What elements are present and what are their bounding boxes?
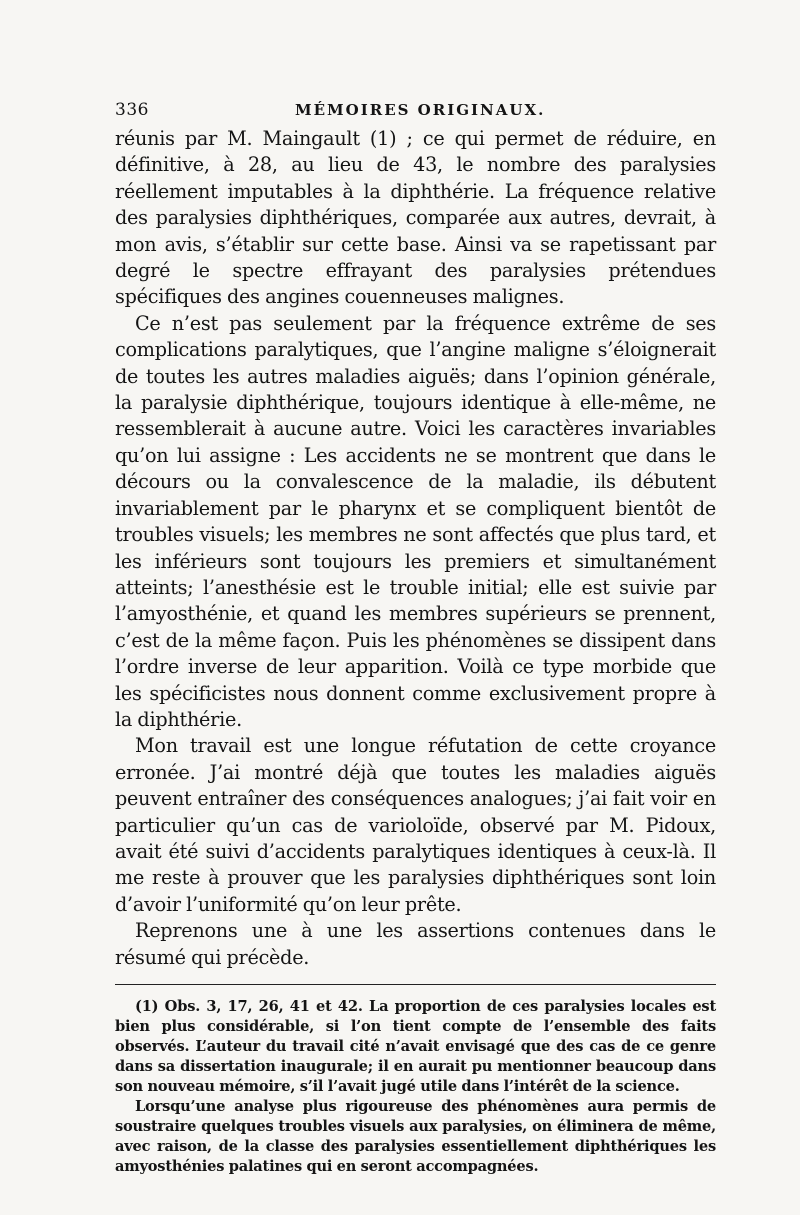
paragraph-3: Mon travail est une longue réfutation de cette croyance erronée. J’ai montré déjà que toutes les maladies aiguës peuvent entraîner des conséquences analogues; j’ai fait voir en particulier qu’un cas de varioloïde, observé par M. Pidoux, avait été suivi d’accidents paralytiques identiques à ceux-là. Il me reste à prouver que les paralysies diphthériques sont loin d’avoir l’uniformité qu’on leur prête. [115,734,716,916]
footnote-1: (1) Obs. 3, 17, 26, 41 et 42. La proportion de ces paralysies locales est bien plus considérable, si l’on tient compte de l’ensemble des faits observés. L’auteur du travail cité n’avait envisagé que des cas de ce genre dans sa dissertation inaugurale; il en aurait pu mentionner beaucoup dans son nouveau mémoire, s’il l’avait jugé utile dans l’intérêt de la science. [115,998,716,1095]
paragraph-4: Reprenons une à une les assertions contenues dans le résumé qui précède. [115,919,716,969]
running-header [115,100,716,126]
main-text [115,126,716,971]
running-title: MÉMOIRES ORIGINAUX. [295,101,546,119]
paragraph-1: réunis par M. Maingault (1) ; ce qui permet de réduire, en définitive, à 28, au lieu de 43, le nombre des paralysies réellement imputables à la diphthérie. La fréquence relative des paralysies diphthériques, comparée aux autres, devrait, à mon avis, s’établir sur cette base. Ainsi va se rapetissant par degré le spectre effrayant des paralysies prétendues spécifiques des angines couenneuses malignes. [115,127,716,309]
paragraph-2: Ce n’est pas seulement par la fréquence extrême de ses complications paralytiques, que l’angine maligne s’éloignerait de toutes les autres maladies aiguës; dans l’opinion générale, la paralysie diphthérique, toujours identique à elle-même, ne ressemblerait à aucune autre. Voici les caractères invariables qu’on lui assigne : Les accidents ne se montrent que dans le décours ou la convalescence de la maladie, ils débutent invariablement par le pharynx et se compliquent bientôt de troubles visuels; les membres ne sont affectés que plus tard, et les inférieurs sont toujours les premiers et simultanément atteints; l’anesthésie est le trouble initial; elle est suivie par l’amyosthénie, et quand les membres supérieurs se prennent, c’est de la même façon. Puis les phénomènes se dissipent dans l’ordre inverse de leur apparition. Voilà ce type morbide que les spécificistes nous donnent comme exclusivement propre à la diphthérie. [115,311,716,731]
page-number: 336 [115,100,149,120]
footnote-divider [115,984,716,985]
footnotes [115,997,716,1177]
footnote-1-continuation: Lorsqu’une analyse plus rigoureuse des phénomènes aura permis de soustraire quelques troubles visuels aux paralysies, on éliminera de même, avec raison, de la classe des paralysies essentiellement diphthériques les amyosthénies palatines qui en seront accompagnées. [115,1098,716,1175]
